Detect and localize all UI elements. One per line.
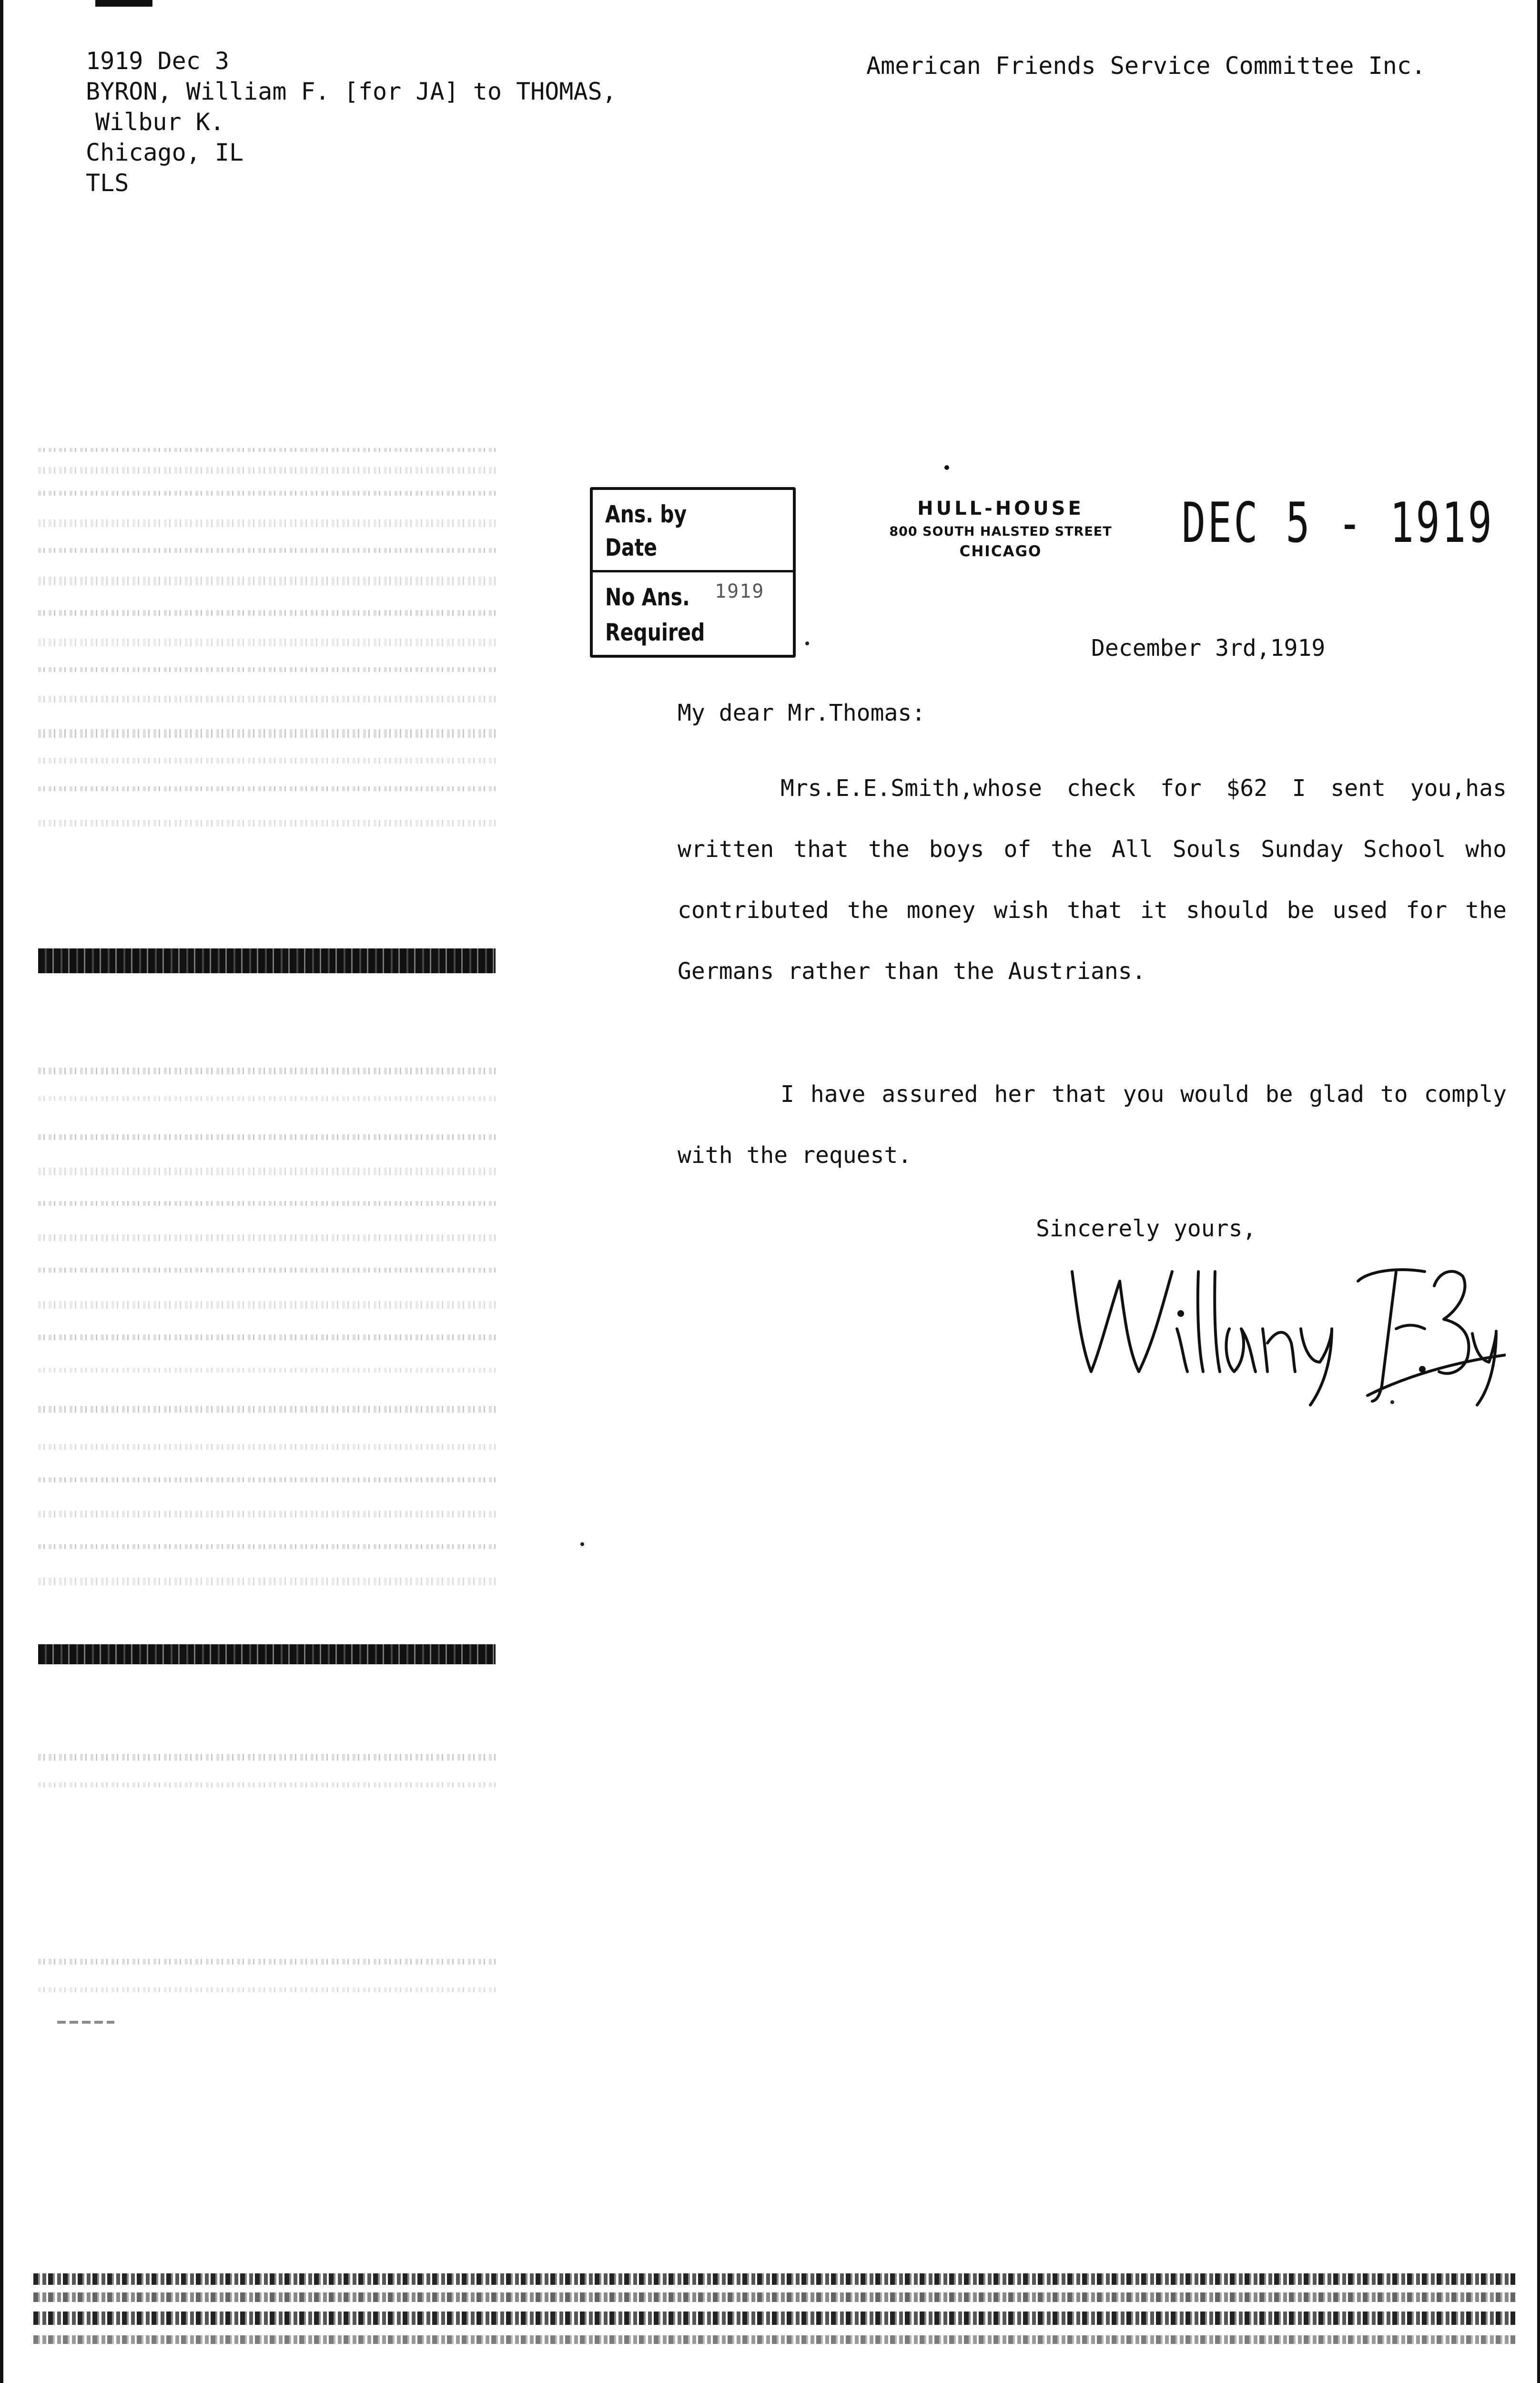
letterhead-name: HULL-HOUSE <box>917 498 1084 519</box>
bleed-mark <box>38 1234 496 1241</box>
catalog-date: 1919 Dec 3 <box>86 47 230 75</box>
bleed-mark <box>38 1168 496 1175</box>
bleed-mark <box>38 1477 496 1482</box>
bleed-mark <box>38 1511 496 1517</box>
bleed-mark <box>38 1987 496 1992</box>
letter-salutation: My dear Mr.Thomas: <box>678 700 926 726</box>
bleed-dark-bar <box>38 948 496 973</box>
bleed-mark <box>38 519 496 527</box>
bleed-mark <box>38 1406 496 1413</box>
bleed-mark <box>38 491 496 496</box>
bleed-mark <box>38 1544 496 1549</box>
signature <box>1063 1253 1506 1410</box>
stamp-no-ans: No Ans. <box>605 583 690 611</box>
bleed-mark <box>38 667 496 672</box>
bleed-mark <box>38 729 496 738</box>
bleed-mark <box>38 1096 496 1101</box>
bleed-mark <box>38 758 496 764</box>
catalog-type: TLS <box>86 169 129 197</box>
catalog-place: Chicago, IL <box>86 139 244 166</box>
stamp-faint-date: 1919 <box>715 580 765 602</box>
bleed-mark <box>38 1268 496 1273</box>
ink-dot <box>580 1542 584 1546</box>
bottom-smudge <box>33 2273 1515 2285</box>
bleed-dark-bar <box>38 1644 496 1664</box>
catalog-correspondents: BYRON, William F. [for JA] to THOMAS, <box>86 78 617 105</box>
bleed-mark <box>57 2021 114 2024</box>
letterhead <box>877 498 1125 560</box>
bottom-smudge <box>33 2292 1515 2302</box>
bleed-mark <box>38 1334 496 1340</box>
bleed-mark <box>38 1201 496 1206</box>
ink-dot <box>944 465 949 470</box>
bleed-mark <box>38 448 496 452</box>
bleed-mark <box>38 1068 496 1074</box>
bleed-mark <box>38 820 496 826</box>
stamp-ans-by: Ans. by <box>605 500 687 528</box>
bleed-mark <box>38 1782 496 1787</box>
ink-dot <box>805 642 809 645</box>
bottom-smudge <box>33 2335 1515 2344</box>
catalog-header <box>86 46 617 198</box>
scan-edge-left <box>0 0 3 2383</box>
bleed-mark <box>38 610 496 616</box>
received-date-stamp: DEC 5 - 1919 <box>1182 491 1494 555</box>
letterhead-city: CHICAGO <box>959 543 1042 560</box>
bleed-mark <box>38 577 496 585</box>
bleed-mark <box>38 1368 496 1373</box>
ink-dot <box>1390 1400 1394 1404</box>
bleed-mark <box>38 1754 496 1761</box>
scan-edge-mark <box>95 0 152 7</box>
archive-label: American Friends Service Committee Inc. <box>866 52 1426 80</box>
bleed-mark <box>38 467 496 474</box>
letter-paragraph: I have assured her that you would be glad to comply with the request. <box>678 1081 1507 1169</box>
letterhead-street: 800 SOUTH HALSTED STREET <box>889 524 1112 539</box>
bottom-smudge <box>33 2312 1515 2325</box>
stamp-required: Required <box>605 619 705 646</box>
stamp-divider <box>593 570 793 572</box>
bleed-mark <box>38 548 496 553</box>
scan-edge-right <box>1537 0 1540 2383</box>
bleed-mark <box>38 1444 496 1450</box>
stamp-date-label: Date <box>605 534 658 561</box>
bleed-mark <box>38 639 496 646</box>
bleed-mark <box>38 786 496 791</box>
answer-stamp <box>590 487 796 658</box>
letter-paragraph: Mrs.E.E.Smith,whose check for $62 I sent you,has written that the boys of the All Souls Sunday School who contributed the money wish that it should be used for the Germans rather than the Austrians. <box>678 775 1507 985</box>
bleed-mark <box>38 1301 496 1309</box>
letter-closing: Sincerely yours, <box>1036 1215 1256 1242</box>
bleed-mark <box>38 1578 496 1585</box>
bleed-mark <box>38 696 496 703</box>
catalog-recipient: Wilbur K. <box>95 108 224 136</box>
bleed-mark <box>38 1134 496 1140</box>
bleed-mark <box>38 1959 496 1965</box>
letter-date: December 3rd,1919 <box>1091 635 1326 662</box>
